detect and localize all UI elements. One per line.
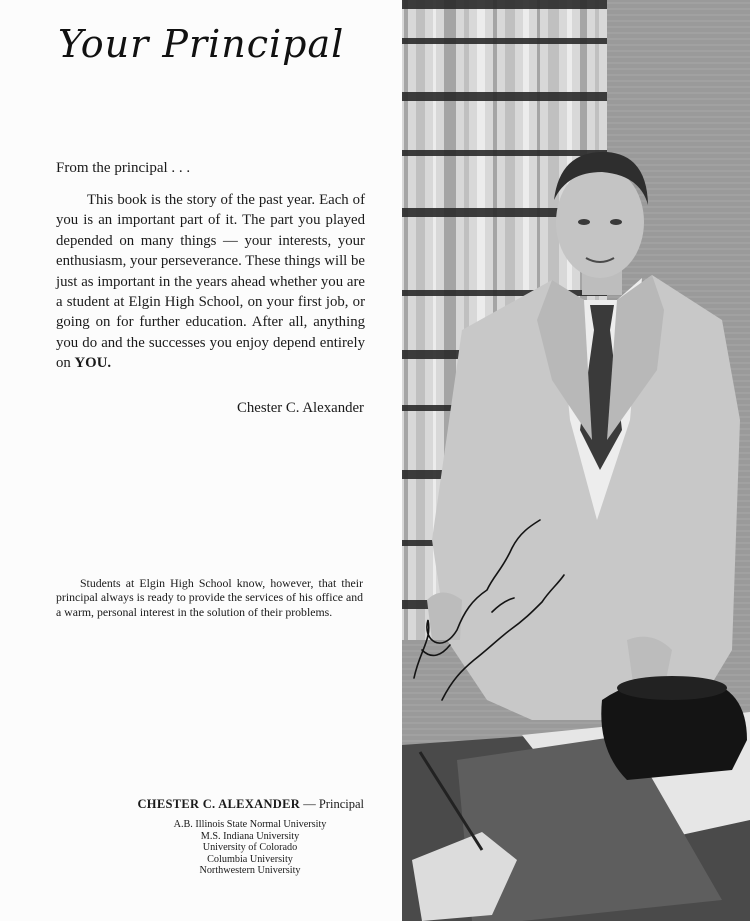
- principal-photo: [402, 0, 750, 921]
- curtain-band: [402, 92, 607, 101]
- degree-list: [120, 819, 380, 877]
- degree-item: University of Colorado: [202, 842, 298, 854]
- message-body: This book is the story of the past year. Each of you is an important part of it. The part you played depended on many things — your interests, your enthusiasm, your perseverance. These things will be just as important in the years ahead whether you are a student at Elgin High School, on your first job, or going on for further education. After all, anything you do and the successes you enjoy depend entirely on: [56, 192, 365, 372]
- intro-line: From the principal . . .: [56, 160, 191, 176]
- page-title: Your Principal: [58, 22, 345, 66]
- curtain-band: [402, 150, 607, 156]
- degree-item: A.B. Illinois State Normal University: [173, 819, 327, 830]
- telephone: [601, 676, 747, 780]
- principal-message: [56, 190, 365, 374]
- curtain-band: [402, 290, 607, 296]
- principal-name: CHESTER C. ALEXANDER: [137, 797, 301, 811]
- photo-illustration: [402, 0, 750, 921]
- principal-role: — Principal: [303, 797, 364, 811]
- degree-item: M.S. Indiana University: [200, 830, 300, 842]
- message-emphasis: YOU.: [74, 355, 112, 372]
- curtain-band: [402, 0, 607, 9]
- signature: Chester C. Alexander: [237, 400, 364, 416]
- degree-item: Northwestern University: [199, 865, 301, 877]
- curtain-band: [402, 38, 607, 44]
- principal-caption: [137, 797, 364, 812]
- office-note: Students at Elgin High School know, however, that their principal always is ready to provide the services of his office and a warm, personal interest in the solution of their problems.: [56, 576, 363, 619]
- degree-item: Columbia University: [207, 853, 293, 865]
